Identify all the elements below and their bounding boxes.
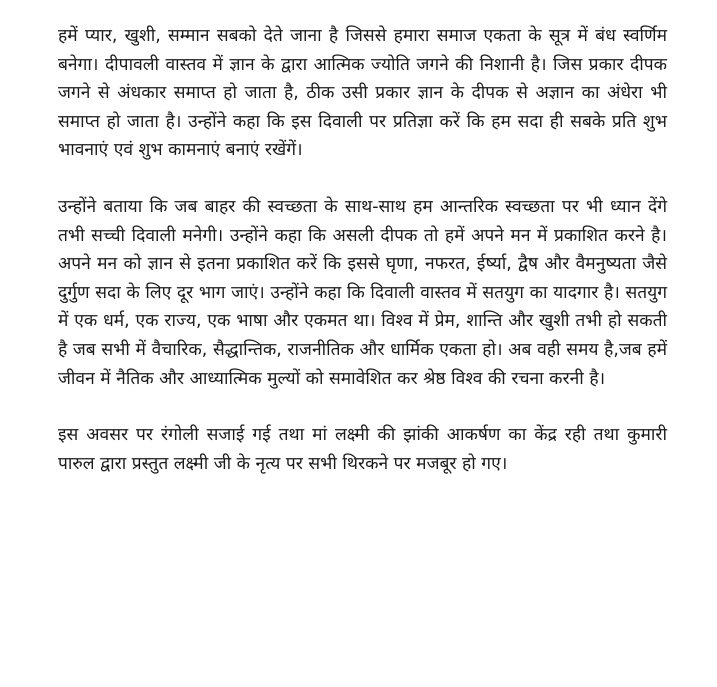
paragraph-1: हमें प्यार, खुशी, सम्मान सबको देते जाना है जिससे हमारा समाज एकता के सूत्र में बंध स्वर्णिम बनेगा। दीपावली वास्तव में ज्ञान के द्वारा आत्मिक ज्योति जगने की निशानी है। जिस प्रकार दीपक जगने से अंधकार समाप्त हो जाता है, ठीक उसी प्रकार ज्ञान के दीपक से अज्ञान का अंधेरा भी समाप्त हो जाता है। उन्होंने कहा कि इस दिवाली पर प्रतिज्ञा करें कि हम सदा ही सबके प्रति शुभ भावनाएं एवं शुभ कामनाएं बनाएं रखेंगें। (58, 26, 667, 161)
paragraph-3: इस अवसर पर रंगोली सजाई गई तथा मां लक्ष्मी की झांकी आकर्षण का केंद्र रही तथा कुमारी पारुल द्वारा प्रस्तुत लक्ष्मी जी के नृत्य पर सभी थिरकने पर मजबूर हो गए। (58, 425, 667, 474)
paragraph-2: उन्होंने बताया कि जब बाहर की स्वच्छता के साथ-साथ हम आन्तरिक स्वच्छता पर भी ध्यान देंगे तभी सच्ची दिवाली मनेगी। उन्होंने कहा कि असली दीपक तो हमें अपने मन में प्रकाशित करने है। अपने मन को ज्ञान से इतना प्रकाशित करें कि इससे घृणा, नफरत, ईर्ष्या, द्वैष और वैमनुष्यता जैसे दुर्गुण सदा के लिए दूर भाग जाएं। उन्होंने कहा कि दिवाली वास्तव में सतयुग का यादगार है। सतयुग में एक धर्म, एक राज्य, एक भाषा और एकमत था। विश्व में प्रेम, शान्ति और खुशी तभी हो सकती है जब सभी में वैचारिक, सैद्धान्तिक, राजनीतिक और धार्मिक एकता हो। अब वही समय है,जब हमें जीवन में नैतिक और आध्यात्मिक मुल्यों को समावेशित कर श्रेष्ठ विश्व की रचना करनी है। (58, 196, 667, 389)
